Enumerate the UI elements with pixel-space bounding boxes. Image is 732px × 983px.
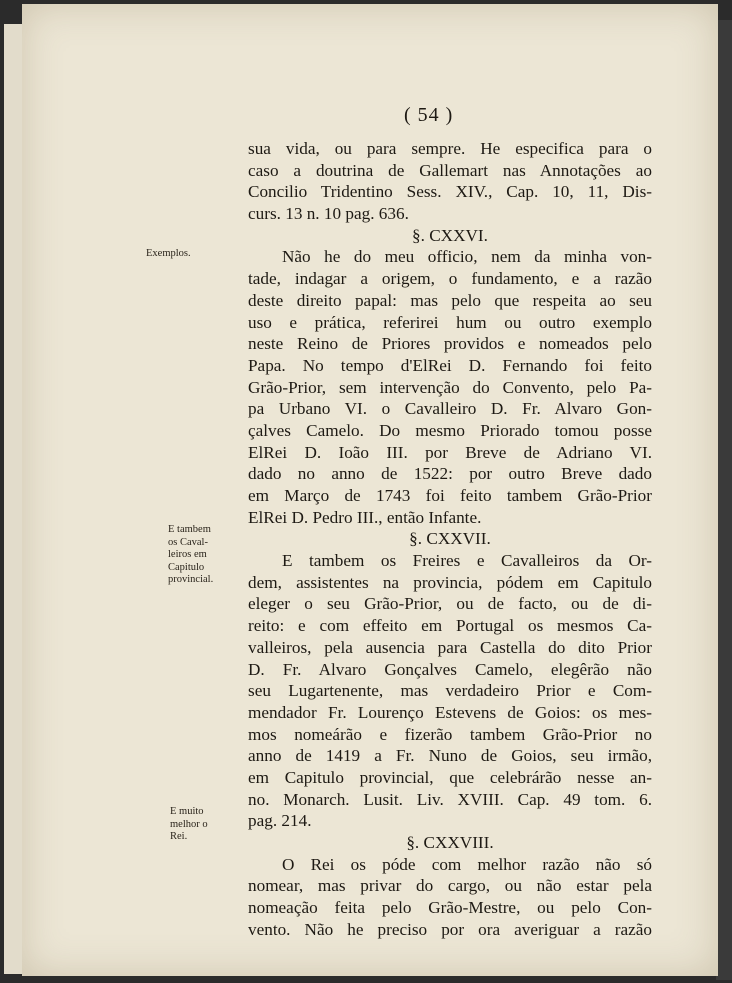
text-line: Não he do meu officio, nem da minha von-	[282, 247, 652, 267]
text-line: O Rei os póde com melhor razão não só	[282, 854, 652, 874]
text-line: D. Fr. Alvaro Gonçalves Camelo, elegêrão não	[248, 659, 652, 679]
text-line: mos nomeárão e fizerão tambem Grão-Prior no	[248, 724, 652, 744]
text-line: çalves Camelo. Do mesmo Priorado tomou posse	[248, 420, 652, 440]
text-line: caso a doutrina de Gallemart nas Annotações ao	[248, 160, 652, 180]
text-line: seu Lugartenente, mas verdadeiro Prior e Com-	[248, 681, 652, 701]
text-line: reito: e com effeito em Portugal os mesmos Ca-	[248, 616, 652, 636]
margin-note-line: Rei.	[170, 831, 188, 842]
text-line: uso e prática, referirei hum ou outro exemplo	[248, 312, 652, 332]
margin-note-line: Exemplos.	[146, 248, 191, 259]
book-page	[22, 4, 718, 976]
page-edge-left	[4, 24, 24, 974]
margin-note-rei	[170, 806, 208, 844]
text-line: neste Reino de Priores providos e nomeados pelo	[248, 334, 652, 354]
text-line: pa Urbano VI. o Cavalleiro D. Fr. Alvaro Gon-	[248, 399, 652, 419]
body-text	[248, 138, 652, 940]
margin-note-line: os Caval-	[168, 536, 208, 548]
text-line: em Capitulo provincial, que celebrárão nesse an-	[248, 767, 652, 787]
text-line: sua vida, ou para sempre. He especifica para o	[248, 139, 652, 158]
margin-note-capitulo	[168, 524, 213, 587]
text-line: deste direito papal: mas pelo que respeita ao seu	[248, 290, 652, 310]
margin-note-line: Capitulo	[168, 561, 205, 573]
text-line: vento. Não he preciso por ora averiguar a razão	[248, 919, 652, 939]
margin-note-line: leiros em	[168, 549, 207, 560]
text-line: ElRei D. Pedro III., então Infante.	[248, 507, 482, 527]
text-line: curs. 13 n. 10 pag. 636.	[248, 204, 409, 224]
margin-note-line: melhor o	[170, 818, 208, 830]
text-line: nomeação feita pelo Grão-Mestre, ou pelo Con-	[248, 898, 652, 918]
section-heading: §. CXXVII.	[409, 529, 491, 549]
text-line: no. Monarch. Lusit. Liv. XVIII. Cap. 49 tom. 6.	[248, 789, 652, 809]
text-line: eleger o seu Grão-Prior, ou de facto, ou de di-	[248, 594, 652, 614]
margin-note-line: provincial.	[168, 574, 214, 585]
margin-note-line: E tambem	[168, 524, 211, 535]
text-line: Concilio Tridentino Sess. XIV., Cap. 10, 11, Dis-	[248, 182, 652, 202]
text-line: dem, assistentes na provincia, pódem em Capitulo	[248, 572, 652, 592]
text-line: nomear, mas privar do cargo, ou não estar pela	[248, 876, 652, 896]
text-line: Papa. No tempo d'ElRei D. Fernando foi feito	[248, 355, 652, 375]
text-line: pag. 214.	[248, 811, 312, 831]
text-line: anno de 1419 a Fr. Nuno de Goios, seu irmão,	[248, 746, 652, 766]
text-line: Grão-Prior, sem intervenção do Convento, pelo Pa-	[248, 377, 652, 397]
text-line: dado no anno de 1522: por outro Breve dado	[248, 464, 652, 484]
page-number: ( 54 )	[404, 104, 454, 126]
text-line: tade, indagar a origem, o fundamento, e a razão	[248, 269, 652, 289]
section-heading: §. CXXVI.	[412, 225, 488, 245]
margin-note-line: E muito	[170, 806, 204, 817]
section-heading: §. CXXVIII.	[406, 833, 494, 852]
text-line: mendador Fr. Lourenço Estevens de Goios: os mes-	[248, 702, 652, 722]
text-line: valleiros, pela ausencia para Castella do dito Prior	[248, 637, 652, 657]
margin-note-exemplos	[146, 248, 191, 261]
text-line: em Março de 1743 foi feito tambem Grão-Prior	[248, 486, 652, 505]
text-line: E tambem os Freires e Cavalleiros da Or-	[282, 551, 652, 571]
page-edge-right	[716, 20, 732, 980]
text-line: ElRei D. Ioão III. por Breve de Adriano VI.	[248, 442, 652, 462]
